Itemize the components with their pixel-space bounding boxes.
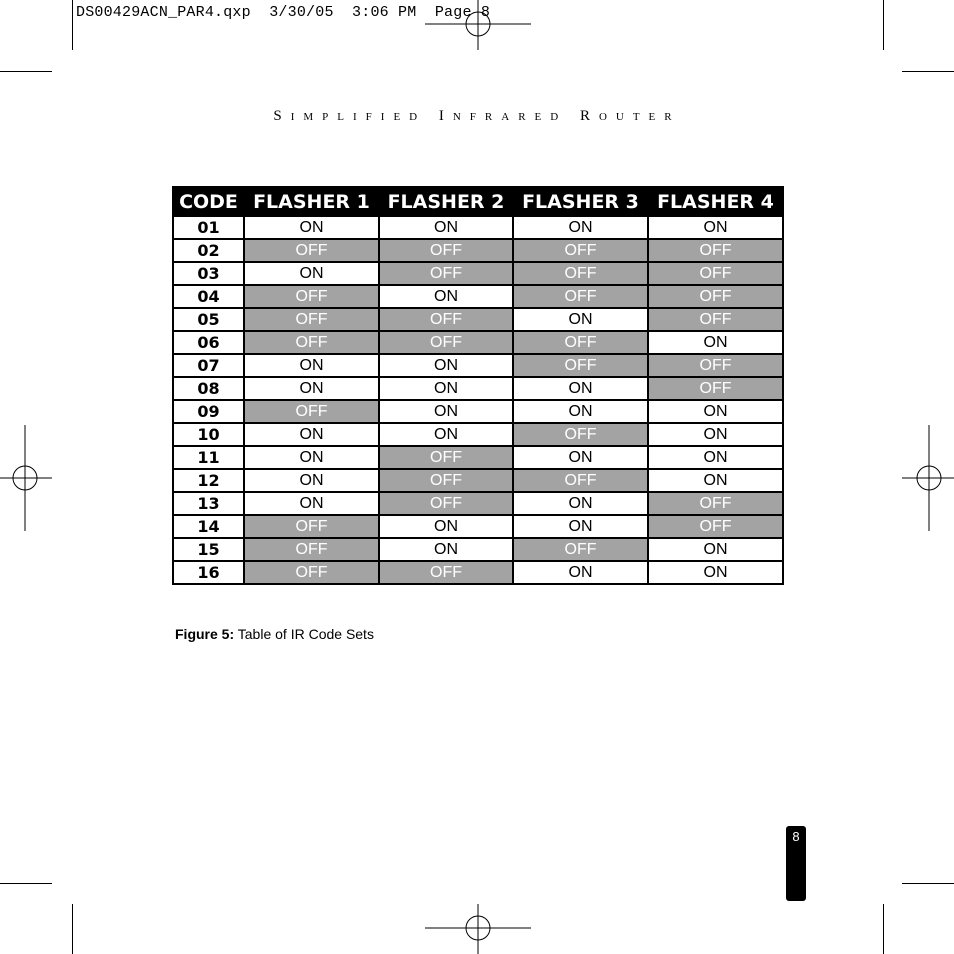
flasher-3-state-cell: OFF [513, 469, 648, 492]
flasher-4-state-cell: OFF [648, 354, 783, 377]
flasher-2-state-cell: OFF [379, 561, 513, 584]
flasher-3-state-cell: OFF [513, 331, 648, 354]
code-cell: 03 [173, 262, 244, 285]
flasher-1-state-cell: ON [244, 469, 379, 492]
flasher-2-state-cell: ON [379, 354, 513, 377]
table-row [173, 216, 783, 239]
code-cell: 14 [173, 515, 244, 538]
flasher-3-state-cell: OFF [513, 538, 648, 561]
code-cell: 11 [173, 446, 244, 469]
print-slug: DS00429ACN_PAR4.qxp 3/30/05 3:06 PM Page 8 [76, 4, 491, 21]
table-header-row [173, 187, 783, 216]
code-cell: 05 [173, 308, 244, 331]
flasher-1-state-cell: OFF [244, 308, 379, 331]
running-head-text: Simplified Infrared Router [273, 108, 681, 124]
page-number: 8 [792, 829, 800, 844]
code-cell: 07 [173, 354, 244, 377]
flasher-2-state-cell: OFF [379, 308, 513, 331]
flasher-4-state-cell: ON [648, 400, 783, 423]
code-cell: 04 [173, 285, 244, 308]
header-flasher-1: FLASHER 1 [244, 187, 379, 216]
flasher-4-state-cell: ON [648, 538, 783, 561]
flasher-2-state-cell: ON [379, 285, 513, 308]
table-row [173, 239, 783, 262]
flasher-2-state-cell: ON [379, 400, 513, 423]
flasher-3-state-cell: OFF [513, 262, 648, 285]
registration-mark-left [0, 425, 52, 531]
flasher-1-state-cell: OFF [244, 285, 379, 308]
flasher-2-state-cell: OFF [379, 331, 513, 354]
flasher-1-state-cell: OFF [244, 538, 379, 561]
flasher-2-state-cell: ON [379, 377, 513, 400]
flasher-4-state-cell: ON [648, 561, 783, 584]
flasher-3-state-cell: ON [513, 308, 648, 331]
table-row [173, 561, 783, 584]
code-cell: 12 [173, 469, 244, 492]
header-flasher-3: FLASHER 3 [513, 187, 648, 216]
flasher-3-state-cell: ON [513, 515, 648, 538]
flasher-1-state-cell: OFF [244, 400, 379, 423]
table-row [173, 423, 783, 446]
flasher-2-state-cell: OFF [379, 239, 513, 262]
flasher-2-state-cell: OFF [379, 469, 513, 492]
table-row [173, 492, 783, 515]
page-number-tab [786, 826, 806, 901]
table-row [173, 262, 783, 285]
running-head [0, 108, 954, 125]
table-row [173, 285, 783, 308]
table-row [173, 377, 783, 400]
flasher-4-state-cell: OFF [648, 377, 783, 400]
crop-mark-bottom-right-v [883, 904, 884, 954]
flasher-2-state-cell: ON [379, 216, 513, 239]
flasher-4-state-cell: OFF [648, 515, 783, 538]
flasher-1-state-cell: ON [244, 492, 379, 515]
flasher-4-state-cell: ON [648, 331, 783, 354]
registration-mark-right [902, 425, 954, 531]
flasher-2-state-cell: ON [379, 538, 513, 561]
flasher-1-state-cell: ON [244, 216, 379, 239]
flasher-1-state-cell: ON [244, 354, 379, 377]
flasher-4-state-cell: OFF [648, 492, 783, 515]
table-row [173, 354, 783, 377]
crop-mark-top-right-h [902, 71, 954, 72]
table-row [173, 400, 783, 423]
flasher-3-state-cell: ON [513, 377, 648, 400]
flasher-1-state-cell: OFF [244, 515, 379, 538]
flasher-4-state-cell: ON [648, 469, 783, 492]
flasher-3-state-cell: ON [513, 561, 648, 584]
flasher-1-state-cell: ON [244, 423, 379, 446]
flasher-3-state-cell: OFF [513, 285, 648, 308]
crop-mark-bottom-right-h [902, 883, 954, 884]
table-row [173, 515, 783, 538]
header-code: CODE [173, 187, 244, 216]
flasher-2-state-cell: OFF [379, 262, 513, 285]
flasher-4-state-cell: OFF [648, 285, 783, 308]
table-row [173, 308, 783, 331]
code-cell: 13 [173, 492, 244, 515]
flasher-1-state-cell: OFF [244, 561, 379, 584]
flasher-1-state-cell: OFF [244, 239, 379, 262]
flasher-2-state-cell: ON [379, 423, 513, 446]
crop-mark-bottom-left-h [0, 883, 52, 884]
flasher-3-state-cell: ON [513, 400, 648, 423]
crop-mark-bottom-left-v [72, 904, 73, 954]
table-row [173, 446, 783, 469]
flasher-4-state-cell: ON [648, 423, 783, 446]
caption-text: Table of IR Code Sets [237, 626, 374, 642]
ir-code-table [172, 186, 784, 585]
code-cell: 01 [173, 216, 244, 239]
table-row [173, 538, 783, 561]
crop-mark-top-left-v [72, 0, 73, 50]
code-cell: 16 [173, 561, 244, 584]
flasher-4-state-cell: OFF [648, 239, 783, 262]
code-cell: 06 [173, 331, 244, 354]
flasher-3-state-cell: ON [513, 492, 648, 515]
flasher-1-state-cell: ON [244, 262, 379, 285]
flasher-4-state-cell: OFF [648, 262, 783, 285]
table-row [173, 469, 783, 492]
code-cell: 15 [173, 538, 244, 561]
flasher-3-state-cell: ON [513, 446, 648, 469]
header-flasher-4: FLASHER 4 [648, 187, 783, 216]
registration-mark-top [425, 0, 531, 50]
flasher-3-state-cell: OFF [513, 423, 648, 446]
flasher-2-state-cell: ON [379, 515, 513, 538]
flasher-4-state-cell: ON [648, 446, 783, 469]
flasher-4-state-cell: OFF [648, 308, 783, 331]
code-cell: 09 [173, 400, 244, 423]
code-cell: 02 [173, 239, 244, 262]
caption-label: Figure 5: [175, 626, 235, 642]
flasher-3-state-cell: ON [513, 216, 648, 239]
crop-mark-top-right-v [883, 0, 884, 50]
figure-caption [175, 626, 374, 642]
flasher-1-state-cell: ON [244, 446, 379, 469]
code-cell: 08 [173, 377, 244, 400]
registration-mark-bottom [425, 904, 531, 954]
code-cell: 10 [173, 423, 244, 446]
table-row [173, 331, 783, 354]
flasher-1-state-cell: OFF [244, 331, 379, 354]
header-flasher-2: FLASHER 2 [379, 187, 513, 216]
flasher-2-state-cell: OFF [379, 446, 513, 469]
flasher-3-state-cell: OFF [513, 239, 648, 262]
flasher-4-state-cell: ON [648, 216, 783, 239]
flasher-2-state-cell: OFF [379, 492, 513, 515]
flasher-1-state-cell: ON [244, 377, 379, 400]
flasher-3-state-cell: OFF [513, 354, 648, 377]
crop-mark-top-left-h [0, 71, 52, 72]
